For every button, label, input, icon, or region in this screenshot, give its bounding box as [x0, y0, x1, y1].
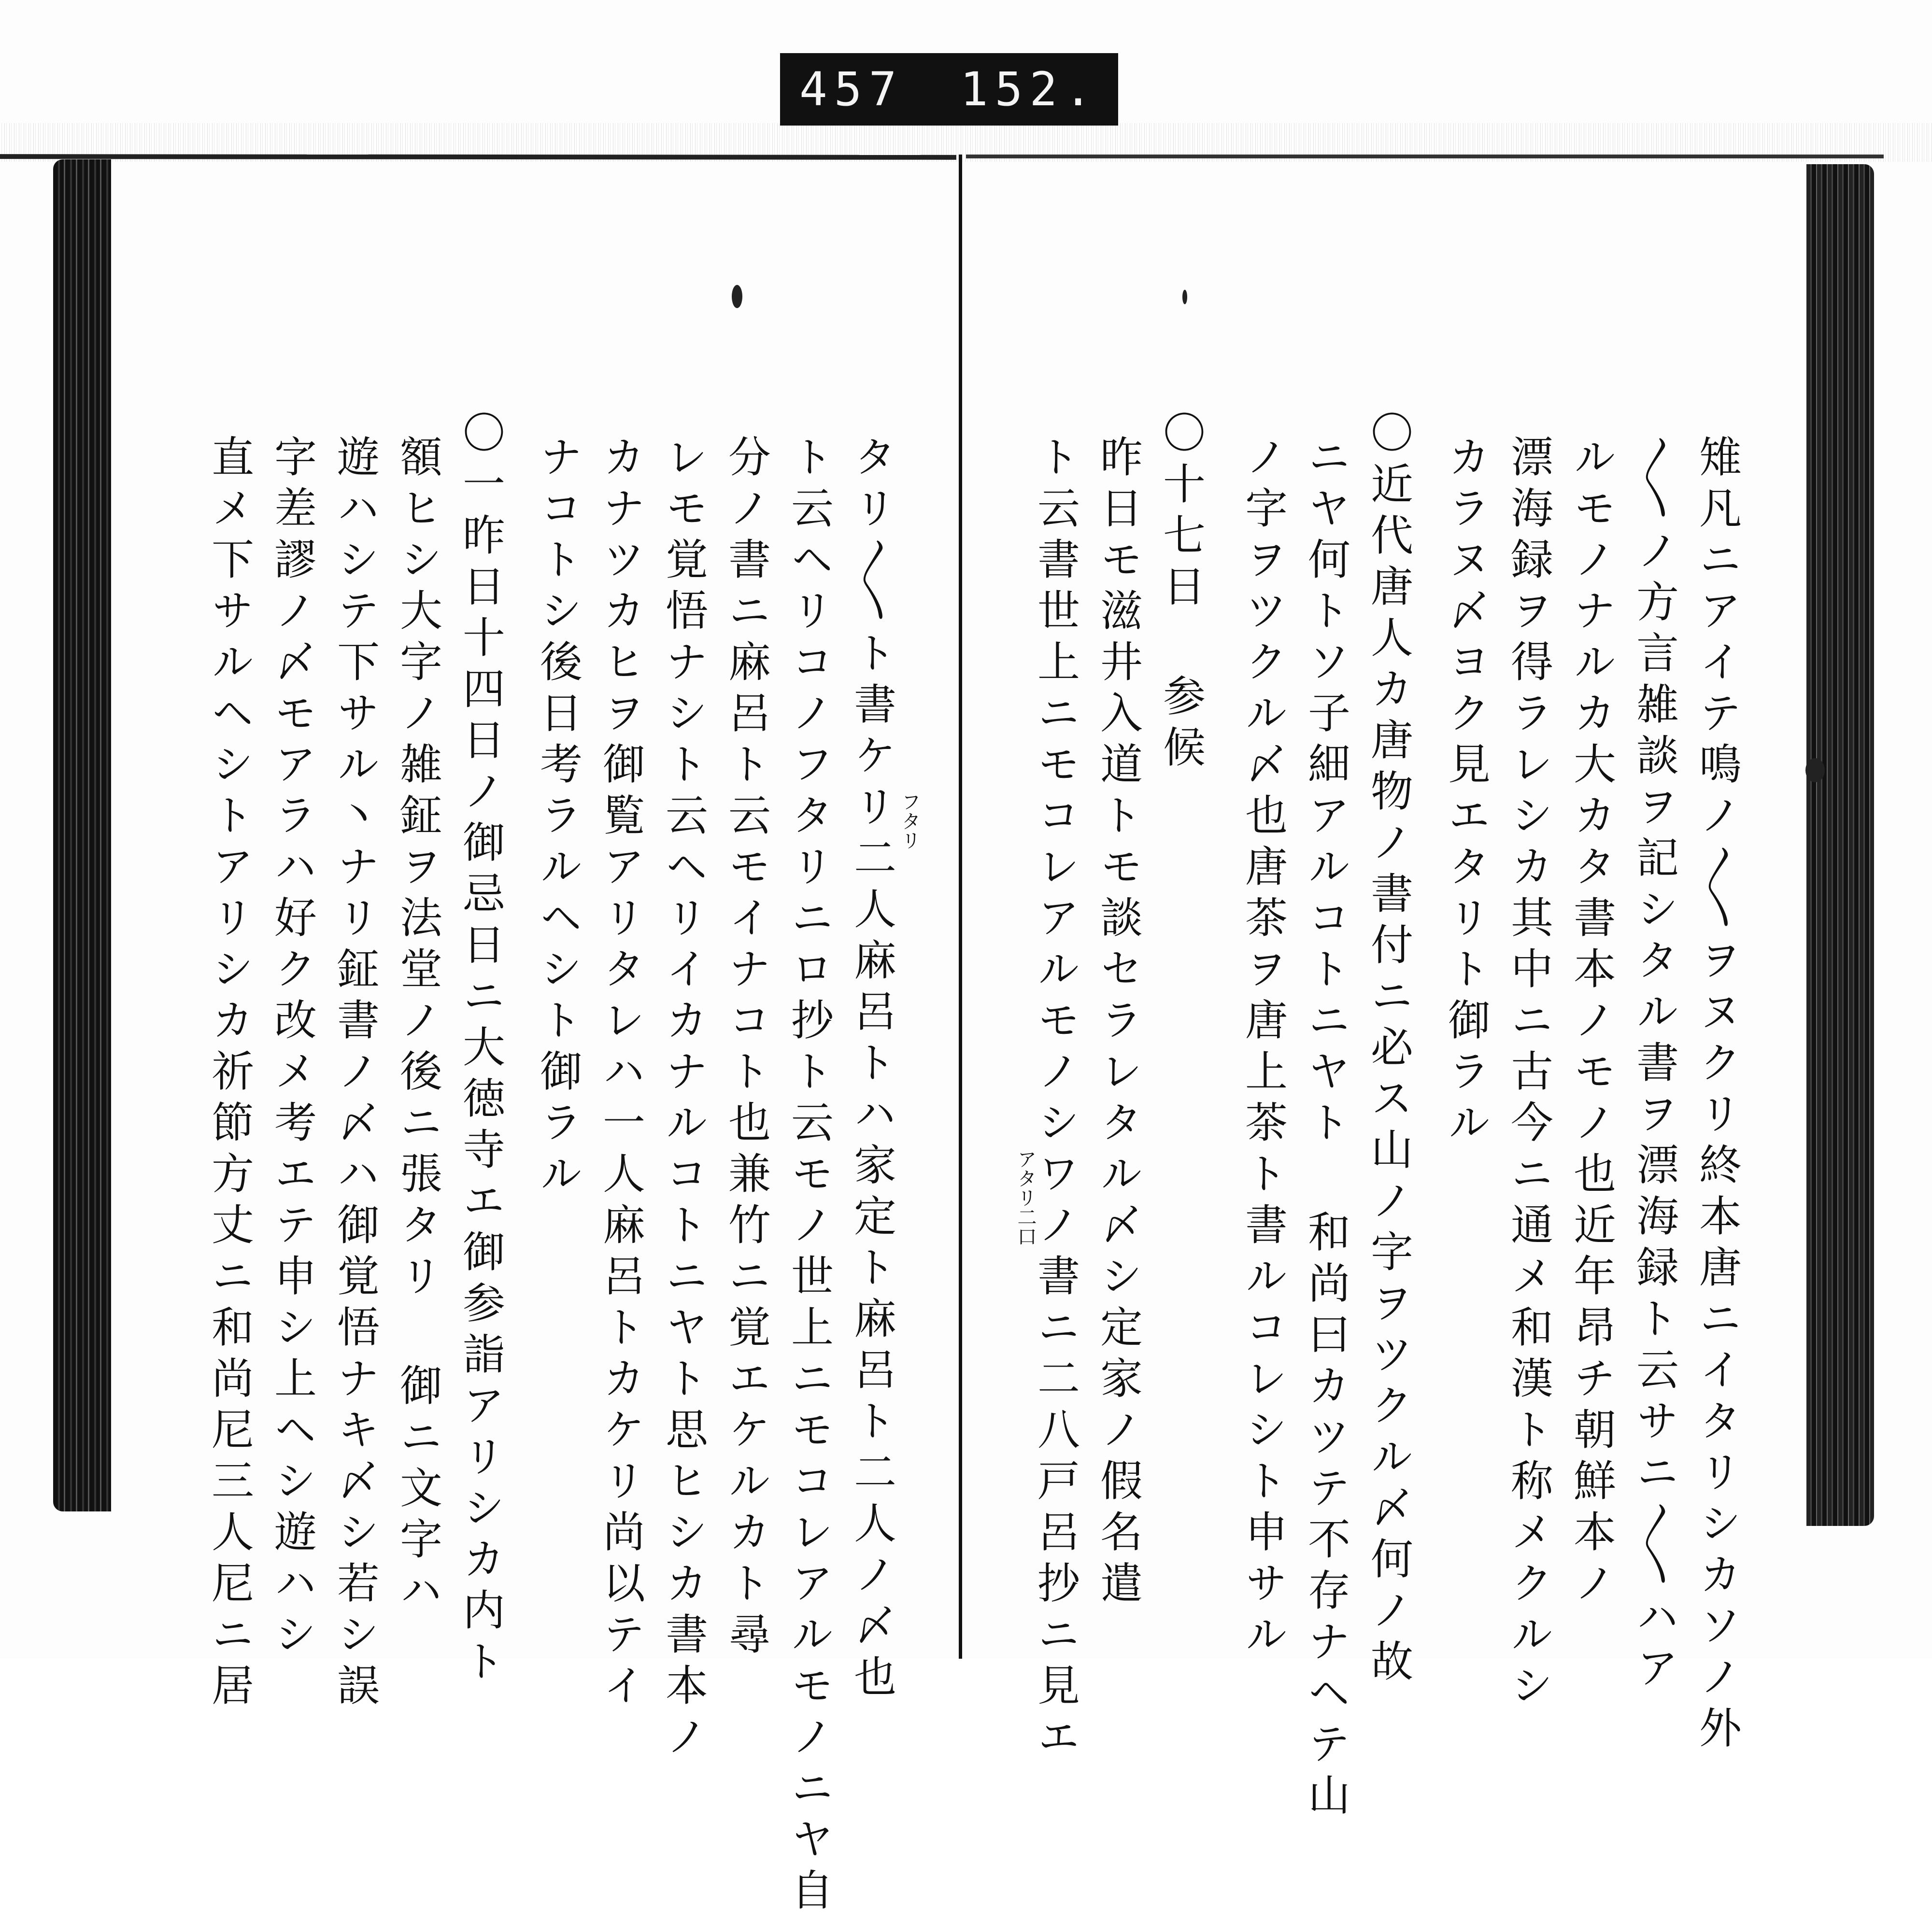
text-column: ルモノナルカ大カタ書本ノモノ也近年昂チ朝鮮本ノ — [1567, 435, 1617, 1612]
right-page-edge — [1806, 164, 1874, 1526]
text-column: タリ〳〵ト書ケリ二人麻呂トハ家定ト麻呂ト二人ノ〆也 — [847, 435, 897, 1706]
ink-stain — [732, 285, 742, 308]
text-column: ノ字ヲツクル〆也唐茶ヲ唐上茶ト書ルコレシト申サル — [1238, 435, 1288, 1663]
text-column: ナコトシ後日考ラルヘシト御ラル — [533, 435, 583, 1202]
text-column: ニヤ何トソ子細アルコトニヤト 和尚曰カツテ不存ナヘテ山 — [1301, 435, 1351, 1824]
right-page — [995, 410, 1777, 1824]
text-column: レモ覚悟ナシト云ヘリイカナルコトニヤト思ヒシカ書本ノ — [659, 435, 709, 1765]
text-column: 〇近代唐人カ唐物ノ書付ニ必ス山ノ字ヲツクル〆何ノ故 — [1364, 410, 1414, 1690]
top-rule-left — [0, 154, 956, 160]
text-column: カラヌ〆ヨク見エタリト御ラル — [1441, 435, 1491, 1151]
left-page — [155, 410, 937, 1919]
interlinear-gloss: アタリ二口 — [1014, 1149, 1037, 1246]
ink-stain — [1805, 758, 1825, 782]
left-page-edge — [53, 159, 111, 1511]
text-column: 雉凡ニアイテ鳴ノ〳〵ヲヌクリ終本唐ニイタリシカソノ外 — [1692, 435, 1742, 1757]
text-column: 遊ハシテ下サル丶ナリ鉦書ノ〆ハ御覚悟ナキ〆シ若シ誤 — [330, 435, 380, 1714]
text-column: 〇一昨日十四日ノ御忌日ニ大徳寺エ御参詣アリシカ内ト — [456, 410, 506, 1690]
text-column: 〳〵ノ方言雑談ヲ記シタル書ヲ漂海録ト云サニ〳〵ハア — [1630, 435, 1679, 1697]
frame-number-label — [780, 53, 1118, 126]
frame-number-left: 457 — [799, 62, 904, 116]
interlinear-gloss: フタリ — [898, 792, 921, 850]
text-column: 〇十七日 参候 — [1156, 410, 1206, 776]
text-column: 昨日モ滋井入道トモ談セラレタル〆シ定家ノ假名遣 — [1094, 435, 1143, 1612]
frame-number-right: 152. — [960, 62, 1099, 116]
text-column: 直メ下サルヘシトアリシカ祈節方丈ニ和尚尼三人尼ニ居 — [205, 435, 255, 1714]
text-column: ト云書世上ニモコレアルモノシワノ書ニ二八戸呂抄ニ見エ — [1031, 435, 1080, 1765]
text-column: 分ノ書ニ麻呂ト云モイナコト也兼竹ニ覚エケルカト尋 — [722, 435, 771, 1663]
text-column: 額ヒシ大字ノ雑鉦ヲ法堂ノ後ニ張タリ 御ニ文字ハ — [393, 435, 443, 1619]
text-column: 字差謬ノ〆モアラハ好ク改メ考エテ申シ上ヘシ遊ハシ — [268, 435, 317, 1663]
ink-stain — [1182, 290, 1187, 304]
text-column: 漂海録ヲ得ラレシカ其中ニ古今ニ通メ和漢ト称メクルシ — [1504, 435, 1554, 1714]
top-rule-right — [966, 155, 1884, 158]
text-column: ト云ヘリコノフタリニロ抄ト云モノ世上ニモコレアルモノニヤ自 — [784, 435, 834, 1919]
book-spine — [959, 155, 962, 1659]
text-column: カナツカヒヲ御覧アリタレハ一人麻呂トカケリ尚以テイ — [596, 435, 646, 1714]
